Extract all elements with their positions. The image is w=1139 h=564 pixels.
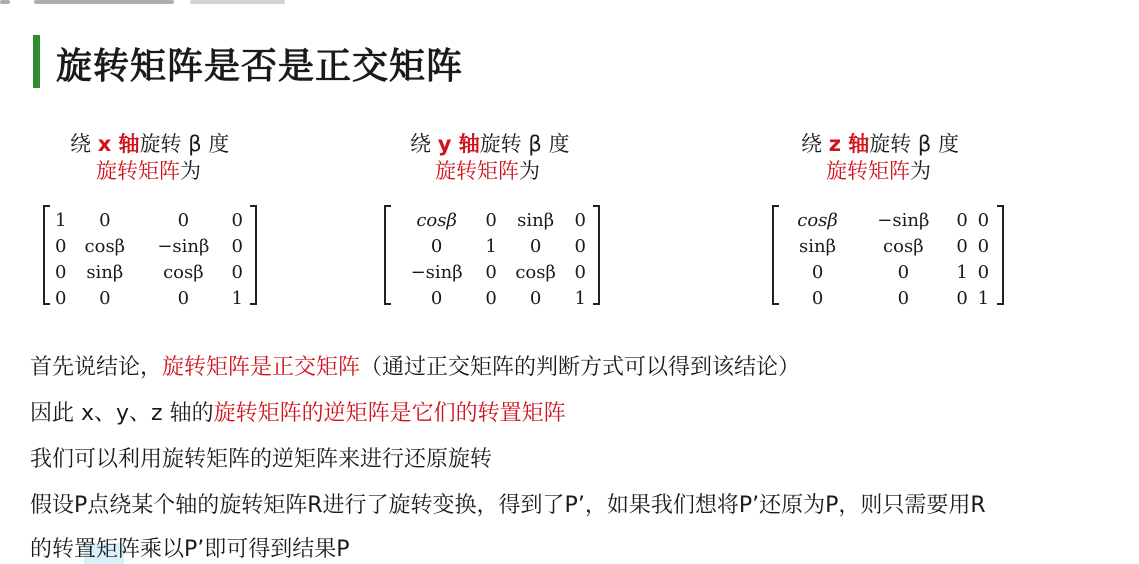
matrix-cell: 1	[485, 235, 497, 257]
matrix-row	[780, 207, 994, 233]
matrix-cell: cosβ	[797, 209, 838, 231]
matrix-cell: 0	[485, 209, 497, 231]
matrix-row	[392, 285, 590, 311]
matrix-row	[392, 207, 590, 233]
matrix-z-heading: 绕 z 轴旋转 β 度	[801, 132, 959, 156]
matrix-row	[51, 285, 247, 311]
matrix-cell: 1	[574, 287, 586, 309]
top-strip-remnant	[0, 0, 300, 6]
matrix-y	[384, 205, 600, 309]
matrix-cell: 0	[574, 209, 586, 231]
matrix-cell: 0	[99, 287, 111, 309]
matrix-cell: cosβ	[163, 261, 204, 283]
matrix-cell: 0	[529, 235, 542, 257]
matrix-row	[780, 259, 994, 285]
matrix-cell: 0	[574, 235, 586, 257]
matrix-row	[392, 233, 590, 259]
matrix-cell: 0	[177, 209, 190, 231]
matrix-cell: cosβ	[416, 209, 457, 231]
matrix-cell: 0	[897, 287, 910, 309]
matrix-x	[43, 205, 257, 309]
matrix-cell: 0	[977, 235, 990, 257]
matrix-cell: 0	[231, 261, 243, 283]
matrix-row	[51, 233, 247, 259]
matrix-row	[780, 233, 994, 259]
matrix-cell: 1	[54, 209, 67, 231]
matrix-cell: 0	[54, 235, 67, 257]
matrix-cell: 0	[430, 287, 443, 309]
matrix-cell: 0	[977, 209, 990, 231]
matrix-cell: 0	[811, 261, 824, 283]
matrix-cell: 0	[977, 261, 990, 283]
body-line-5: 的转置矩阵乘以P’即可得到结果P	[30, 537, 350, 562]
matrix-cell: 0	[430, 235, 443, 257]
matrix-cell: 1	[231, 287, 243, 309]
body-line-2: 因此 x、y、z 轴的旋转矩阵的逆矩阵是它们的转置矩阵	[30, 401, 566, 426]
matrix-cell: 0	[231, 209, 243, 231]
matrix-z-subheading: 旋转矩阵为	[826, 159, 931, 183]
matrix-cell: 0	[99, 209, 111, 231]
title-accent-bar	[33, 35, 40, 88]
matrix-cell: 0	[485, 261, 497, 283]
matrix-x-heading: 绕 x 轴旋转 β 度	[70, 132, 230, 156]
body-line-3: 我们可以利用旋转矩阵的逆矩阵来进行还原旋转	[30, 447, 493, 472]
matrix-cell: 0	[529, 287, 542, 309]
matrix-cell: 1	[977, 287, 990, 309]
matrix-cell: −sinβ	[157, 235, 210, 257]
matrix-cell: 0	[485, 287, 497, 309]
matrix-y-subheading: 旋转矩阵为	[435, 159, 540, 183]
matrix-row	[51, 207, 247, 233]
matrix-cell: cosβ	[883, 235, 924, 257]
body-line-4: 假设P点绕某个轴的旋转矩阵R进行了旋转变换，得到了P’，如果我们想将P’还原为P，则只需要用R	[30, 493, 986, 518]
matrix-z	[772, 205, 1004, 309]
body-line-1: 首先说结论，旋转矩阵是正交矩阵（通过正交矩阵的判断方式可以得到该结论）	[30, 355, 801, 380]
matrix-cell: cosβ	[84, 235, 126, 257]
matrix-x-subheading: 旋转矩阵为	[96, 159, 201, 183]
matrix-cell: 0	[897, 261, 910, 283]
matrix-cell: 0	[231, 235, 243, 257]
matrix-cell: sinβ	[799, 235, 837, 257]
matrix-cell: 0	[574, 261, 586, 283]
page-title: 旋转矩阵是否是正交矩阵	[56, 46, 464, 87]
matrix-row	[392, 259, 590, 285]
matrix-cell: sinβ	[86, 261, 124, 283]
matrix-cell: 0	[956, 235, 968, 257]
matrix-cell: 0	[54, 287, 67, 309]
matrix-cell: 0	[956, 287, 968, 309]
matrix-row	[51, 259, 247, 285]
matrix-cell: 1	[956, 261, 968, 283]
matrix-cell: 0	[811, 287, 824, 309]
matrix-row	[780, 285, 994, 311]
matrix-cell: 0	[54, 261, 67, 283]
matrix-cell: cosβ	[515, 261, 556, 283]
matrix-cell: −sinβ	[410, 261, 463, 283]
matrix-cell: −sinβ	[877, 209, 930, 231]
matrix-cell: 0	[177, 287, 190, 309]
matrix-y-heading: 绕 y 轴旋转 β 度	[410, 132, 570, 156]
matrix-cell: sinβ	[517, 209, 555, 231]
matrix-cell: 0	[956, 209, 968, 231]
